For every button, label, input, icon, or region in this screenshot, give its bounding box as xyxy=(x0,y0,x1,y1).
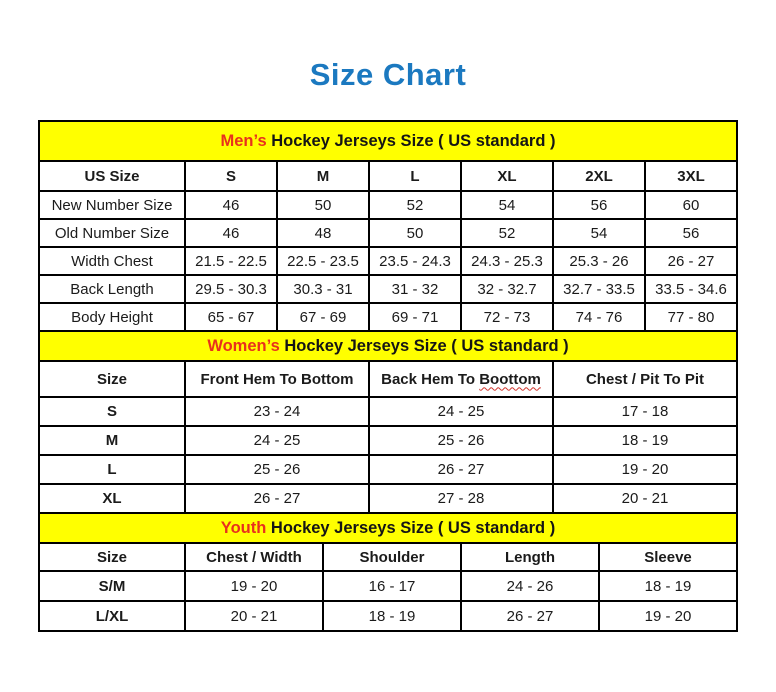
womens-table-title xyxy=(40,332,736,360)
size-value-cell: 24 - 25 xyxy=(186,427,368,454)
page-title: Size Chart xyxy=(309,57,467,92)
size-value-cell: 60 xyxy=(646,192,736,218)
column-header: Length xyxy=(462,544,598,570)
size-value-cell: 27 - 28 xyxy=(370,485,552,512)
row-label: L/XL xyxy=(40,602,184,630)
mens-table-title xyxy=(40,122,736,160)
size-value-cell: 54 xyxy=(462,192,552,218)
row-label: New Number Size xyxy=(40,192,184,218)
size-value-cell: 25 - 26 xyxy=(370,427,552,454)
size-value-cell: 17 - 18 xyxy=(554,398,736,425)
size-value-cell: 16 - 17 xyxy=(324,572,460,600)
size-value-cell: 74 - 76 xyxy=(554,304,644,330)
size-value-cell: 48 xyxy=(278,220,368,246)
row-label: Back Length xyxy=(40,276,184,302)
size-value-cell: 26 - 27 xyxy=(186,485,368,512)
size-value-cell: 23 - 24 xyxy=(186,398,368,425)
size-value-cell: 33.5 - 34.6 xyxy=(646,276,736,302)
row-label: M xyxy=(40,427,184,454)
size-value-cell: 24.3 - 25.3 xyxy=(462,248,552,274)
mens-title-highlight: Men’s xyxy=(220,131,267,150)
size-value-cell: 19 - 20 xyxy=(600,602,736,630)
size-value-cell: 26 - 27 xyxy=(462,602,598,630)
column-header: Chest / Pit To Pit xyxy=(554,362,736,396)
youth-title-highlight: Youth xyxy=(220,518,267,537)
youth-size-table xyxy=(40,544,736,630)
size-value-cell: 67 - 69 xyxy=(278,304,368,330)
size-value-cell: 22.5 - 23.5 xyxy=(278,248,368,274)
size-value-cell: 32.7 - 33.5 xyxy=(554,276,644,302)
size-value-cell: 20 - 21 xyxy=(186,602,322,630)
row-label: XL xyxy=(40,485,184,512)
size-value-cell: 18 - 19 xyxy=(600,572,736,600)
size-value-cell: 46 xyxy=(186,220,276,246)
size-value-cell: 26 - 27 xyxy=(370,456,552,483)
womens-title-highlight: Women’s xyxy=(207,336,280,355)
column-header: S xyxy=(186,162,276,190)
size-value-cell: 30.3 - 31 xyxy=(278,276,368,302)
misspelled-word: Boottom xyxy=(479,370,541,388)
size-value-cell: 72 - 73 xyxy=(462,304,552,330)
size-value-cell: 25 - 26 xyxy=(186,456,368,483)
size-value-cell: 56 xyxy=(554,192,644,218)
size-value-cell: 56 xyxy=(646,220,736,246)
size-value-cell: 52 xyxy=(370,192,460,218)
size-value-cell: 32 - 32.7 xyxy=(462,276,552,302)
back-hem-header-prefix: Back Hem To xyxy=(381,370,480,388)
mens-size-table xyxy=(40,162,736,330)
size-value-cell: 77 - 80 xyxy=(646,304,736,330)
size-value-cell: 23.5 - 24.3 xyxy=(370,248,460,274)
row-label: L xyxy=(40,456,184,483)
row-label: Old Number Size xyxy=(40,220,184,246)
size-value-cell: 65 - 67 xyxy=(186,304,276,330)
size-value-cell: 50 xyxy=(278,192,368,218)
row-label: Body Height xyxy=(40,304,184,330)
row-label: S/M xyxy=(40,572,184,600)
youth-title-rest: Hockey Jerseys Size ( US standard ) xyxy=(266,518,556,537)
column-header: 3XL xyxy=(646,162,736,190)
column-header xyxy=(370,362,552,396)
size-value-cell: 25.3 - 26 xyxy=(554,248,644,274)
column-header: Size xyxy=(40,544,184,570)
column-header: 2XL xyxy=(554,162,644,190)
size-value-cell: 52 xyxy=(462,220,552,246)
column-header: Front Hem To Bottom xyxy=(186,362,368,396)
size-chart xyxy=(38,120,738,632)
row-label: Width Chest xyxy=(40,248,184,274)
size-value-cell: 69 - 71 xyxy=(370,304,460,330)
size-value-cell: 26 - 27 xyxy=(646,248,736,274)
size-value-cell: 19 - 20 xyxy=(554,456,736,483)
size-value-cell: 29.5 - 30.3 xyxy=(186,276,276,302)
womens-title-rest: Hockey Jerseys Size ( US standard ) xyxy=(279,336,569,355)
column-header: L xyxy=(370,162,460,190)
column-header: Chest / Width xyxy=(186,544,322,570)
size-value-cell: 24 - 26 xyxy=(462,572,598,600)
column-header: Sleeve xyxy=(600,544,736,570)
womens-size-table xyxy=(40,362,736,512)
column-header: Shoulder xyxy=(324,544,460,570)
column-header: XL xyxy=(462,162,552,190)
size-value-cell: 24 - 25 xyxy=(370,398,552,425)
size-value-cell: 21.5 - 22.5 xyxy=(186,248,276,274)
size-value-cell: 18 - 19 xyxy=(554,427,736,454)
column-header: M xyxy=(278,162,368,190)
size-value-cell: 19 - 20 xyxy=(186,572,322,600)
column-header: Size xyxy=(40,362,184,396)
size-value-cell: 31 - 32 xyxy=(370,276,460,302)
size-value-cell: 54 xyxy=(554,220,644,246)
size-value-cell: 46 xyxy=(186,192,276,218)
size-value-cell: 18 - 19 xyxy=(324,602,460,630)
column-header: US Size xyxy=(40,162,184,190)
youth-table-title xyxy=(40,514,736,542)
mens-title-rest: Hockey Jerseys Size ( US standard ) xyxy=(266,131,556,150)
row-label: S xyxy=(40,398,184,425)
size-value-cell: 50 xyxy=(370,220,460,246)
size-value-cell: 20 - 21 xyxy=(554,485,736,512)
